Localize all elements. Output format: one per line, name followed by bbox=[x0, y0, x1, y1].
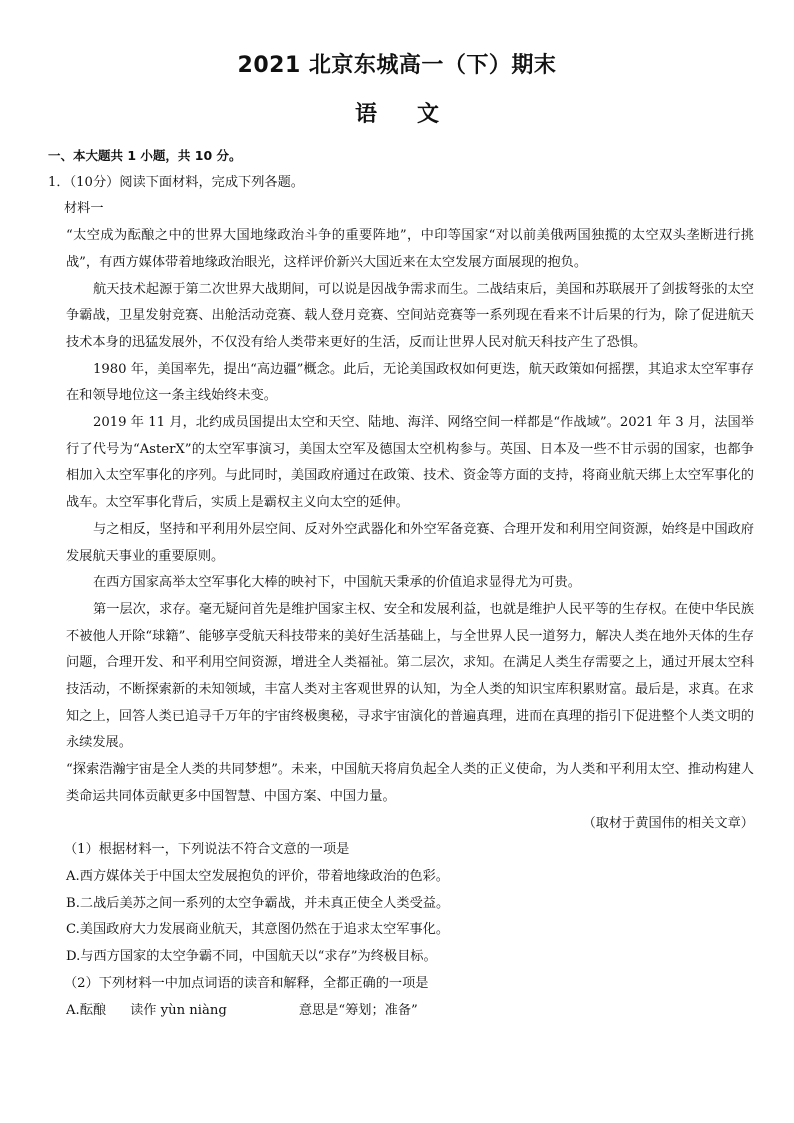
exam-content bbox=[48, 143, 754, 1024]
page-title: 2021 北京东城高一（下）期末 bbox=[237, 53, 557, 78]
material-paragraph-8: “探索浩瀚宇宙是全人类的共同梦想”。未来，中国航天将肩负起全人类的正义使命，为人类和平利用太空、推动构建人类命运共同体贡献更多中国智慧、中国方案、中国力量。 bbox=[66, 762, 754, 804]
material-paragraph-4: 2019 年 11 月，北约成员国提出太空和天空、陆地、海洋、网络空间一样都是“作战域”。2021 年 3 月，法国举行了代号为“AsterX”的太空军事演习，美国太空军及德国太空机构参与。英国、日本及一些不甘示弱的国家，也都争相加入太空军事化的序列。与此同时，美国政府通过在政策、技术、资金等方面的支持，将商业航天绑上太空军事化的战车。太空军事化背后，实质上是霸权主义向太空的延伸。 bbox=[66, 415, 754, 511]
material-source: （取材于黄国伟的相关文章） bbox=[582, 815, 754, 831]
sub-question-1-prompt: （1）根据材料一，下列说法不符合文意的一项是 bbox=[64, 842, 350, 858]
sub-question-1-option-c: C.美国政府大力发展商业航天，其意图仍然在于追求太空军事化。 bbox=[66, 922, 450, 938]
material-paragraph-2: 航天技术起源于第二次世界大战期间，可以说是因战争需求而生。二战结束后，美国和苏联展开了剑拔弩张的太空争霸战，卫星发射竞赛、出舱活动竞赛、载人登月竞赛、空间站竞赛等一系列现在看来不计后果的行为，除了促进航天技术本身的迅猛发展外，不仅没有给人类带来更好的生活，反而让世界人民对航天科技产生了恐惧。 bbox=[66, 281, 754, 350]
sub-question-1-option-d: D.与西方国家的太空争霸不同，中国航天以“求存”为终极目标。 bbox=[66, 949, 437, 965]
option-a-meaning: 意思是“筹划；准备” bbox=[298, 1002, 418, 1018]
option-a-word: A.酝酿 bbox=[66, 1002, 107, 1018]
sub-question-2-option-a bbox=[48, 998, 754, 1025]
material-label: 材料一 bbox=[64, 201, 104, 217]
question-stem: 1．（10分）阅读下面材料，完成下列各题。 bbox=[48, 174, 304, 190]
material-paragraph-6: 在西方国家高举太空军事化大棒的映衬下，中国航天秉承的价值追求显得尤为可贵。 bbox=[93, 575, 581, 591]
sub-question-2-prompt: （2）下列材料一中加点词语的读音和解释，全都正确的一项是 bbox=[64, 975, 429, 991]
option-a-reading: 读作 yùn niàng bbox=[130, 1002, 227, 1018]
subject-title: 语文 bbox=[354, 102, 479, 127]
sub-question-1-option-a: A.西方媒体关于中国太空发展抱负的评价，带着地缘政治的色彩。 bbox=[66, 868, 449, 884]
material-paragraph-1: “太空成为酝酿之中的世界大国地缘政治斗争的重要阵地”，中印等国家“对以前美俄两国独揽的太空双头垄断进行挑战”，有西方媒体带着地缘政治眼光，这样评价新兴大国近来在太空发展方面展现的抱负。 bbox=[66, 228, 754, 270]
material-paragraph-7: 第一层次，求存。毫无疑问首先是维护国家主权、安全和发展利益，也就是维护人民平等的生存权。在使中华民族不被他人开除“球籍”、能够享受航天科技带来的美好生活基础上，与全世界人民一道努力，解决人类在地外天体的生存问题，合理开发、和平利用空间资源，增进全人类福祉。第二层次，求知。在满足人类生存需要之上，通过开展太空科技活动，不断探索新的未知领域，丰富人类对主客观世界的认知，为全人类的知识宝库积累财富。最后是，求真。在求知之上，回答人类已追寻千万年的宇宙终极奥秘，寻求宇宙演化的普遍真理，进而在真理的指引下促进整个人类文明的永续发展。 bbox=[66, 601, 754, 751]
material-paragraph-5: 与之相反，坚持和平利用外层空间、反对外空武器化和外空军备竞赛、合理开发和利用空间资源，始终是中国政府发展航天事业的重要原则。 bbox=[66, 521, 754, 564]
material-paragraph-3: 1980 年，美国率先，提出“高边疆”概念。此后，无论美国政权如何更迭，航天政策如何摇摆，其追求太空军事存在和领导地位这一条主线始终未变。 bbox=[66, 361, 754, 404]
section-heading: 一、本大题共 1 小题，共 10 分。 bbox=[48, 148, 242, 163]
sub-question-1-option-b: B.二战后美苏之间一系列的太空争霸战，并未真正使全人类受益。 bbox=[66, 895, 450, 911]
